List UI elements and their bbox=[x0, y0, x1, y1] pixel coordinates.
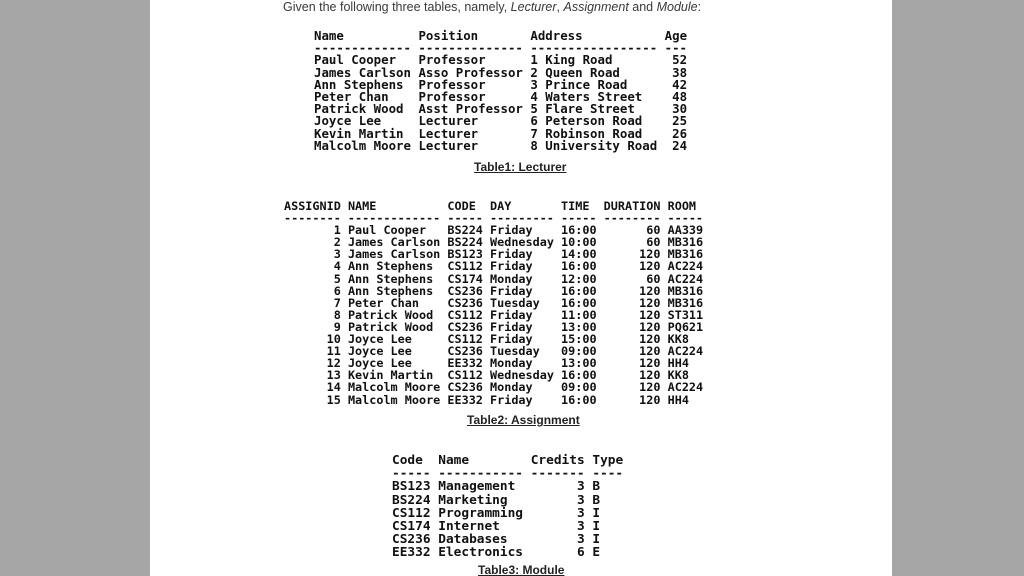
assignment-cell: 120 bbox=[603, 307, 661, 322]
assignment-cell: Friday bbox=[490, 319, 554, 334]
assignment-cell: 120 bbox=[603, 368, 661, 383]
module-cell: Internet bbox=[438, 519, 523, 535]
module-cell: B bbox=[592, 479, 624, 495]
assignment-cell: Monday bbox=[490, 380, 554, 395]
lecturer-table bbox=[314, 30, 687, 152]
intro-suffix: : bbox=[697, 0, 702, 14]
assignment-cell: Friday bbox=[490, 223, 554, 238]
module-cell: I bbox=[592, 519, 624, 535]
assignment-cell: 2 bbox=[284, 235, 341, 250]
assignment-cell: KK8 bbox=[667, 332, 704, 347]
assignment-cell: 8 bbox=[284, 307, 341, 322]
assignment-header-code: CODE bbox=[447, 199, 483, 213]
assignment-cell: CS236 bbox=[447, 283, 483, 298]
module-cell: 3 bbox=[530, 479, 585, 495]
module-cell: CS236 bbox=[392, 532, 431, 548]
assignment-header-room: ROOM bbox=[667, 199, 704, 213]
module-cell: I bbox=[592, 532, 624, 548]
lecturer-table-caption: Table1: Lecturer bbox=[474, 160, 567, 174]
lecturer-cell: 48 bbox=[664, 89, 688, 105]
assignment-cell: 09:00 bbox=[561, 344, 597, 359]
lecturer-cell: 52 bbox=[664, 52, 688, 68]
intro-assignment: Assignment bbox=[563, 0, 629, 14]
module-table-caption: Table3: Module bbox=[478, 563, 565, 576]
assignment-cell: 120 bbox=[603, 295, 661, 310]
assignment-cell: 120 bbox=[603, 332, 661, 347]
module-table bbox=[392, 454, 623, 560]
assignment-cell: Ann Stephens bbox=[347, 259, 441, 274]
assignment-cell: HH4 bbox=[667, 356, 704, 371]
assignment-header-time: TIME bbox=[561, 199, 597, 213]
assignment-cell: 120 bbox=[603, 356, 661, 371]
lecturer-cell: Asst Professor bbox=[418, 101, 523, 117]
assignment-cell: 15:00 bbox=[561, 332, 597, 347]
assignment-cell: Ann Stephens bbox=[347, 283, 441, 298]
assignment-cell: 60 bbox=[603, 271, 661, 286]
assignment-cell: 120 bbox=[603, 247, 661, 262]
lecturer-cell: Peter Chan bbox=[314, 89, 411, 105]
assignment-cell: 5 bbox=[284, 271, 341, 286]
module-cell: EE332 bbox=[392, 545, 431, 561]
assignment-cell: AC224 bbox=[667, 271, 704, 286]
assignment-cell: 4 bbox=[284, 259, 341, 274]
assignment-cell: BS123 bbox=[447, 247, 483, 262]
assignment-cell: ST311 bbox=[667, 307, 704, 322]
assignment-table bbox=[284, 200, 703, 406]
assignment-cell: 3 bbox=[284, 247, 341, 262]
lecturer-cell: 30 bbox=[664, 101, 688, 117]
assignment-cell: Patrick Wood bbox=[347, 319, 441, 334]
assignment-cell: Wednesday bbox=[490, 368, 554, 383]
lecturer-cell: Malcolm Moore bbox=[314, 137, 411, 153]
intro-sentence bbox=[283, 0, 701, 14]
assignment-cell: CS112 bbox=[447, 259, 483, 274]
lecturer-cell: 42 bbox=[664, 76, 688, 92]
assignment-cell: Kevin Martin bbox=[347, 368, 441, 383]
assignment-cell: 14 bbox=[284, 380, 341, 395]
assignment-cell: 12 bbox=[284, 356, 341, 371]
lecturer-header-rule: ------------- -------------- ----------------- --- bbox=[314, 40, 687, 56]
lecturer-cell: Professor bbox=[418, 89, 523, 105]
assignment-cell: Malcolm Moore bbox=[347, 380, 441, 395]
assignment-cell: Monday bbox=[490, 356, 554, 371]
assignment-cell: CS236 bbox=[447, 380, 483, 395]
lecturer-header-address: Address bbox=[530, 28, 658, 43]
lecturer-cell: Professor bbox=[418, 76, 523, 92]
lecturer-cell: Patrick Wood bbox=[314, 101, 411, 117]
assignment-cell: EE332 bbox=[447, 356, 483, 371]
lecturer-cell: 7 Robinson Road bbox=[530, 125, 658, 141]
lecturer-cell: 25 bbox=[664, 113, 688, 129]
module-cell: Programming bbox=[438, 505, 523, 521]
intro-sep1: , bbox=[556, 0, 564, 14]
assignment-cell: 9 bbox=[284, 319, 341, 334]
assignment-header-rule: -------- ------------- ----- --------- ----- -------- ----- bbox=[284, 211, 704, 226]
module-cell: 3 bbox=[530, 519, 585, 535]
assignment-header-name: NAME bbox=[347, 199, 441, 213]
assignment-cell: CS112 bbox=[447, 332, 483, 347]
assignment-cell: Ann Stephens bbox=[347, 271, 441, 286]
assignment-cell: 15 bbox=[284, 392, 341, 407]
assignment-cell: 120 bbox=[603, 380, 661, 395]
assignment-cell: Peter Chan bbox=[347, 295, 441, 310]
assignment-cell: James Carlson bbox=[347, 247, 441, 262]
assignment-cell: HH4 bbox=[667, 392, 704, 407]
assignment-cell: BS224 bbox=[447, 235, 483, 250]
assignment-cell: 13:00 bbox=[561, 319, 597, 334]
module-cell: BS224 bbox=[392, 492, 431, 508]
assignment-cell: Tuesday bbox=[490, 344, 554, 359]
assignment-cell: CS236 bbox=[447, 319, 483, 334]
assignment-cell: 11:00 bbox=[561, 307, 597, 322]
assignment-cell: 12:00 bbox=[561, 271, 597, 286]
assignment-cell: AA339 bbox=[667, 223, 704, 238]
module-cell: Electronics bbox=[438, 545, 523, 561]
assignment-cell: 16:00 bbox=[561, 223, 597, 238]
assignment-cell: James Carlson bbox=[347, 235, 441, 250]
assignment-cell: KK8 bbox=[667, 368, 704, 383]
module-cell: I bbox=[592, 505, 624, 521]
assignment-cell: AC224 bbox=[667, 259, 704, 274]
assignment-cell: CS112 bbox=[447, 307, 483, 322]
assignment-cell: 13 bbox=[284, 368, 341, 383]
assignment-cell: 13:00 bbox=[561, 356, 597, 371]
assignment-header-assignid: ASSIGNID bbox=[284, 199, 341, 213]
assignment-cell: 60 bbox=[603, 223, 661, 238]
assignment-cell: 120 bbox=[603, 319, 661, 334]
assignment-cell: 6 bbox=[284, 283, 341, 298]
assignment-cell: 7 bbox=[284, 295, 341, 310]
assignment-cell: EE332 bbox=[447, 392, 483, 407]
module-header-rule: ----- ----------- ------- ---- bbox=[392, 466, 624, 482]
lecturer-cell: 38 bbox=[664, 64, 688, 80]
module-header-name: Name bbox=[438, 453, 523, 468]
module-row bbox=[392, 545, 623, 560]
assignment-cell: AC224 bbox=[667, 380, 704, 395]
assignment-cell: MB316 bbox=[667, 235, 704, 250]
assignment-cell: CS236 bbox=[447, 295, 483, 310]
intro-lecturer: Lecturer bbox=[510, 0, 557, 14]
assignment-header-day: DAY bbox=[490, 199, 554, 213]
lecturer-header-name: Name bbox=[314, 28, 411, 43]
assignment-cell: PQ621 bbox=[667, 319, 704, 334]
module-cell: B bbox=[592, 492, 624, 508]
lecturer-cell: 4 Waters Street bbox=[530, 89, 658, 105]
assignment-row bbox=[284, 393, 703, 407]
assignment-cell: Friday bbox=[490, 332, 554, 347]
assignment-cell: 11 bbox=[284, 344, 341, 359]
assignment-cell: Friday bbox=[490, 259, 554, 274]
module-header-type: Type bbox=[592, 453, 624, 468]
intro-sep2: and bbox=[628, 0, 657, 14]
lecturer-cell: 8 University Road bbox=[530, 137, 658, 153]
module-cell: E bbox=[592, 545, 624, 561]
lecturer-cell: Professor bbox=[418, 52, 523, 68]
assignment-cell: Monday bbox=[490, 271, 554, 286]
assignment-cell: 09:00 bbox=[561, 380, 597, 395]
assignment-cell: 14:00 bbox=[561, 247, 597, 262]
assignment-table-caption: Table2: Assignment bbox=[467, 413, 580, 427]
module-cell: Marketing bbox=[438, 492, 523, 508]
lecturer-header-position: Position bbox=[418, 28, 523, 43]
lecturer-cell: Asso Professor bbox=[418, 64, 523, 80]
lecturer-cell: 5 Flare Street bbox=[530, 101, 658, 117]
lecturer-cell: Kevin Martin bbox=[314, 125, 411, 141]
module-cell: CS112 bbox=[392, 505, 431, 521]
assignment-cell: Patrick Wood bbox=[347, 307, 441, 322]
assignment-cell: 16:00 bbox=[561, 368, 597, 383]
assignment-cell: Friday bbox=[490, 247, 554, 262]
assignment-cell: Joyce Lee bbox=[347, 344, 441, 359]
assignment-cell: 16:00 bbox=[561, 392, 597, 407]
assignment-cell: 1 bbox=[284, 223, 341, 238]
module-cell: 3 bbox=[530, 532, 585, 548]
assignment-cell: 16:00 bbox=[561, 295, 597, 310]
lecturer-cell: Joyce Lee bbox=[314, 113, 411, 129]
document-page bbox=[150, 0, 892, 576]
module-cell: Management bbox=[438, 479, 523, 495]
lecturer-cell: 24 bbox=[664, 137, 688, 153]
module-cell: BS123 bbox=[392, 479, 431, 495]
module-cell: Databases bbox=[438, 532, 523, 548]
lecturer-cell: Lecturer bbox=[418, 113, 523, 129]
assignment-cell: 10 bbox=[284, 332, 341, 347]
lecturer-cell: Paul Cooper bbox=[314, 52, 411, 68]
module-cell: CS174 bbox=[392, 519, 431, 535]
module-header-code: Code bbox=[392, 453, 431, 468]
assignment-cell: Paul Cooper bbox=[347, 223, 441, 238]
assignment-cell: 10:00 bbox=[561, 235, 597, 250]
assignment-cell: 120 bbox=[603, 283, 661, 298]
lecturer-cell: 3 Prince Road bbox=[530, 76, 658, 92]
assignment-cell: Joyce Lee bbox=[347, 332, 441, 347]
module-header-credits: Credits bbox=[530, 453, 585, 468]
assignment-cell: Wednesday bbox=[490, 235, 554, 250]
assignment-cell: AC224 bbox=[667, 344, 704, 359]
module-cell: 3 bbox=[530, 492, 585, 508]
assignment-cell: Tuesday bbox=[490, 295, 554, 310]
lecturer-cell: 6 Peterson Road bbox=[530, 113, 658, 129]
lecturer-cell: Ann Stephens bbox=[314, 76, 411, 92]
module-cell: 3 bbox=[530, 505, 585, 521]
intro-module: Module bbox=[656, 0, 698, 14]
assignment-cell: 16:00 bbox=[561, 283, 597, 298]
intro-prefix: Given the following three tables, namely, bbox=[283, 0, 511, 14]
lecturer-cell: 2 Queen Road bbox=[530, 64, 658, 80]
assignment-cell: MB316 bbox=[667, 247, 704, 262]
lecturer-cell: James Carlson bbox=[314, 64, 411, 80]
assignment-cell: Friday bbox=[490, 307, 554, 322]
assignment-cell: 16:00 bbox=[561, 259, 597, 274]
assignment-cell: CS236 bbox=[447, 344, 483, 359]
assignment-cell: BS224 bbox=[447, 223, 483, 238]
lecturer-cell: 1 King Road bbox=[530, 52, 658, 68]
assignment-cell: 120 bbox=[603, 259, 661, 274]
assignment-cell: MB316 bbox=[667, 295, 704, 310]
lecturer-row bbox=[314, 138, 687, 153]
lecturer-cell: Lecturer bbox=[418, 125, 523, 141]
module-cell: 6 bbox=[530, 545, 585, 561]
lecturer-cell: 26 bbox=[664, 125, 688, 141]
assignment-cell: CS112 bbox=[447, 368, 483, 383]
assignment-cell: Joyce Lee bbox=[347, 356, 441, 371]
assignment-cell: 60 bbox=[603, 235, 661, 250]
assignment-cell: 120 bbox=[603, 344, 661, 359]
assignment-cell: Friday bbox=[490, 283, 554, 298]
assignment-cell: MB316 bbox=[667, 283, 704, 298]
assignment-cell: Malcolm Moore bbox=[347, 392, 441, 407]
lecturer-cell: Lecturer bbox=[418, 137, 523, 153]
assignment-cell: CS174 bbox=[447, 271, 483, 286]
assignment-cell: Friday bbox=[490, 392, 554, 407]
assignment-header-duration: DURATION bbox=[603, 199, 661, 213]
assignment-cell: 120 bbox=[603, 392, 661, 407]
lecturer-header-age: Age bbox=[664, 28, 688, 43]
